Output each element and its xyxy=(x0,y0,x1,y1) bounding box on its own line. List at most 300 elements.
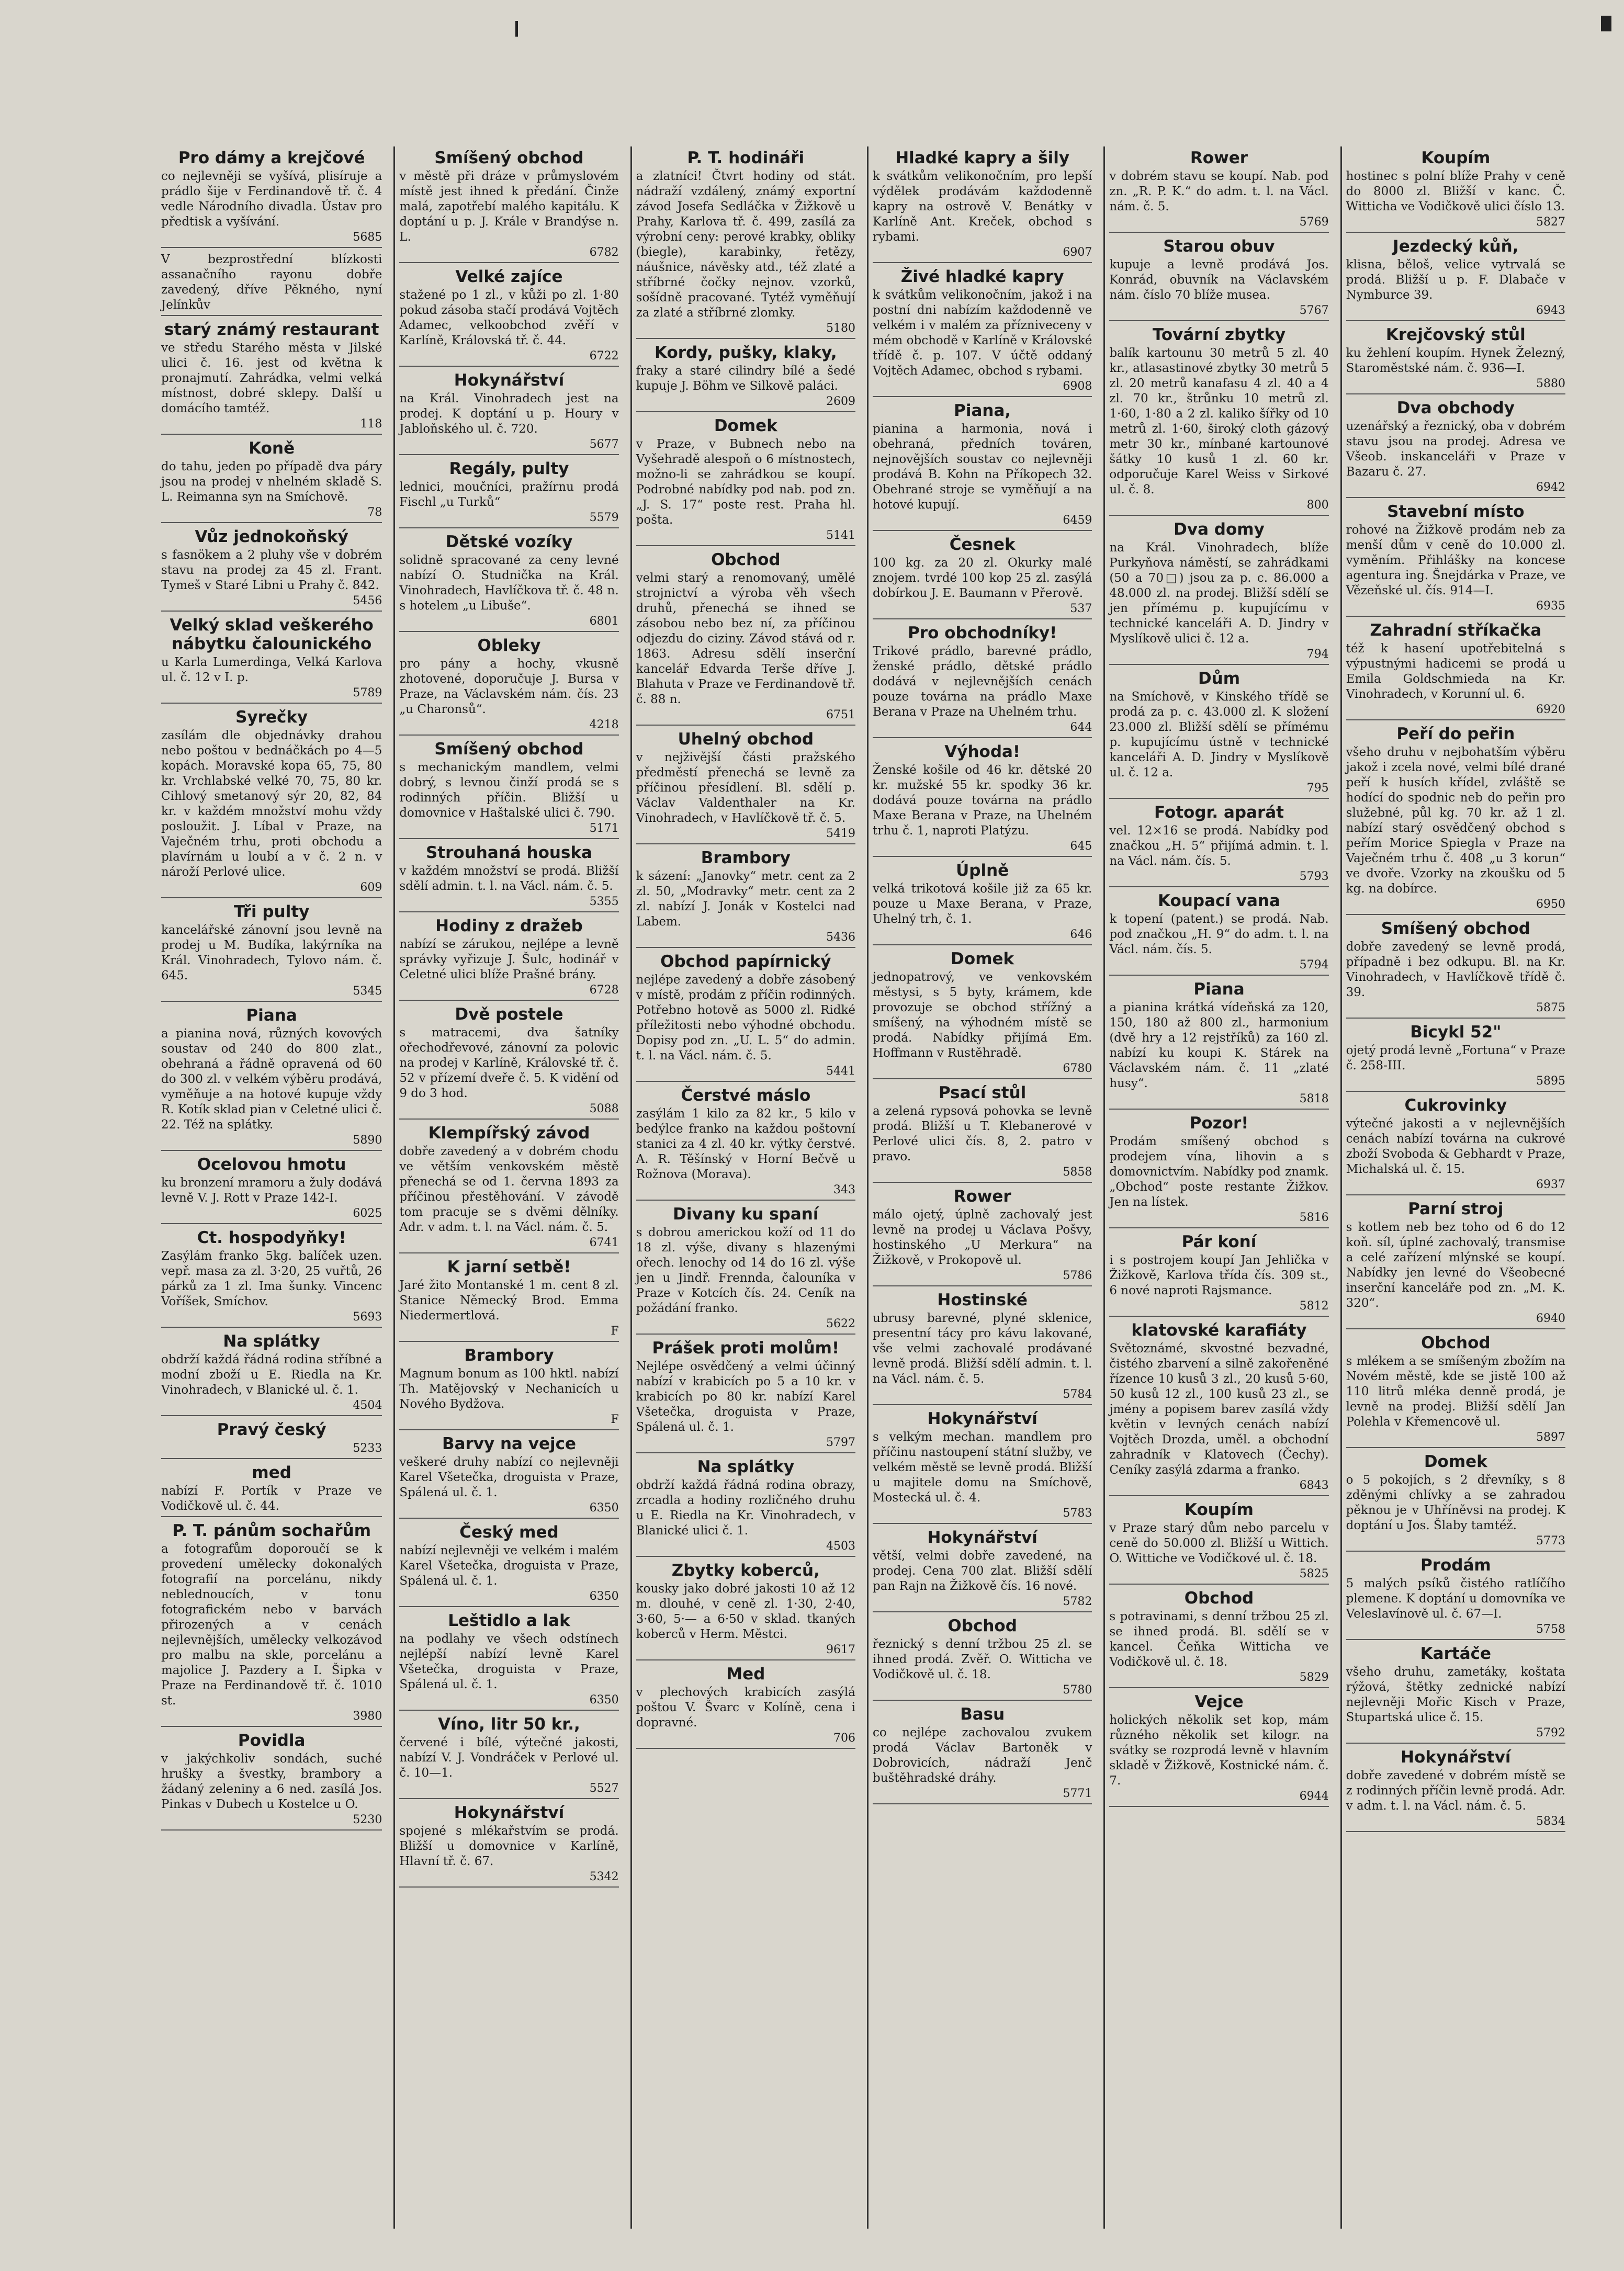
ad-body: velmi starý a renomovaný, umělé strojnictví a výroba věh všech druhů, přenechá se ihned se zásobou nebo bez ní, za příčinou odjezdu do ciziny. Závod stává od r. 1863. Adresu sdělí inserční kancelář Edvarda Terše dříve J. Blahuta v Praze ve Ferdinandově tř. č. 88 n. xyxy=(636,571,855,706)
ad-number: 645 xyxy=(1070,840,1092,853)
classified-ad xyxy=(399,1258,618,1342)
classified-ad xyxy=(399,636,618,736)
ad-body: lednici, moučníci, pražírnu prodá Fischl „u Turků“ xyxy=(399,480,619,509)
ad-title: Koupím xyxy=(1421,149,1491,167)
ad-title: Barvy na vejce xyxy=(442,1434,577,1453)
ad-title: med xyxy=(252,1463,291,1482)
classified-ad xyxy=(636,952,855,1082)
classified-ad xyxy=(161,1006,382,1151)
classified-ad xyxy=(1109,1500,1328,1585)
ad-body: kousky jako dobré jakosti 10 až 12 m. dlouhé, v ceně zl. 1·30, 2·40, 3·60, 5·— a 6·50 v sklad. tkaných koberců v Herm. Městci. xyxy=(636,1582,855,1641)
ad-body: dobře zavedené v dobrém místě se z rodinných příčin levně prodá. Adr. v adm. t. l. na Václ. nám. č. 5. xyxy=(1346,1769,1565,1813)
classified-ad xyxy=(161,616,382,704)
classified-ad xyxy=(636,730,855,844)
ad-body: s matracemi, dva šatníky ořechodřevové, zánovní za polovic na prodej v Karlíně, Královské tř. č. 52 v přízemí dveře č. 5. K vidění od 9 do 3 hod. xyxy=(399,1026,619,1100)
ad-title: Stavební místo xyxy=(1387,502,1525,521)
ad-number: 794 xyxy=(1306,648,1329,661)
ad-number: 6937 xyxy=(1536,1178,1565,1191)
ad-body: s fasnökem a 2 pluhy vše v dobrém stavu na prodej za 45 zl. Frant. Tymeš v Staré Libni u Prahy č. 842. xyxy=(161,548,382,592)
ad-body: stažené po 1 zl., v kůži po zl. 1·80 pokud zásoba stačí prodává Vojtěch Adamec, velkoobchod zvěří v Karlíně, Královská tř. č. 44. xyxy=(399,288,619,347)
classified-ad xyxy=(399,1346,618,1430)
ad-number: 6459 xyxy=(1063,514,1092,527)
ad-number: 646 xyxy=(1070,928,1092,941)
ad-number: 6943 xyxy=(1536,304,1565,317)
classified-ad xyxy=(636,849,855,948)
ad-body: velká trikotová košile již za 65 kr. pouze u Maxe Berana, v Praze, Uhelný trh, č. 1. xyxy=(873,882,1092,926)
ad-number: 5875 xyxy=(1536,1001,1565,1014)
ad-title: Basu xyxy=(960,1705,1005,1724)
classified-ad xyxy=(873,1187,1092,1286)
ad-column xyxy=(867,146,1096,2229)
ad-title: Kartáče xyxy=(1420,1644,1492,1663)
ad-number: 5782 xyxy=(1063,1595,1092,1608)
ad-number: 5825 xyxy=(1299,1567,1329,1580)
ad-body: Ženské košile od 46 kr. dětské 20 kr. mužské 55 kr. spodky 36 kr. dodává pouze továrna na prádlo Maxe Berana v Praze, na Uhelném trhu č. 1, naproti Platýzu. xyxy=(873,763,1092,838)
ad-title: Dům xyxy=(1198,669,1240,688)
ad-title: Domek xyxy=(714,416,777,435)
classified-ad xyxy=(873,950,1092,1079)
ad-title: Hokynářství xyxy=(1401,1748,1511,1767)
ad-title: Čerstvé máslo xyxy=(681,1086,811,1105)
ad-title: Ocelovou hmotu xyxy=(197,1155,346,1174)
ad-body: Nejlépe osvědčený a velmi účinný nabízí v krabicích po 5 a 10 kr. v krabicích po 80 kr. nabízí Karel Všetečka, droguista v Praze, Spálená ul. č. 1. xyxy=(636,1360,855,1434)
ad-title: P. T. pánům sochařům xyxy=(172,1521,371,1540)
ad-body: červené i bílé, výtečné jakosti, nabízí V. J. Vondráček v Perlové ul. č. 10—1. xyxy=(399,1736,619,1780)
ad-body: a fotografům doporoučí se k provedení umělecky dokonalých fotografií na porcelánu, nikdy neblednoucích, v tonu fotografickém nebo v barvách přirozených a v cenách nejlevnějších, umělecky velkozávod pro malbu na skle, porcelánu a majolice J. Pazdery a I. Šipka v Praze na Ferdinandově tř. č. 1010 st. xyxy=(161,1542,382,1708)
ad-body: k sázení: „Janovky“ metr. cent za 2 zl. 50, „Modravky“ metr. cent za 2 zl. nabízí J. Jonák v Kostelci nad Labem. xyxy=(636,869,855,929)
ad-title: Regály, pulty xyxy=(449,459,569,478)
ad-body: Světoznámé, skvostné bezvadné, čistého zbarvení a silně zakořeněné řízence 10 kusů 3 zl., 20 kusů 5·60, 50 kusů 12 zl., 100 kusů 23 zl., se jmény a popisem barev zasílá vždy květin v levných cenách nabízí Vojtěch Drozda, uměl. a obchodní zahradník v Klatovech (Čechy). Ceníky zasýlá zdarma a franko. xyxy=(1109,1342,1329,1477)
ad-title: Piana xyxy=(246,1006,297,1025)
ad-body: na Král. Vinohradech, blíže Purkyňova náměstí, se zahrádkami (50 a 70□) jsou za p. c. 86.000 a 48.000 zl. na prodej. Bližší sdělí se jen přímému p. kupujícímu v technické kanceláři A. D. Jindry v Myslíkově ulici č. 12 a. xyxy=(1109,541,1329,646)
ad-body: výtečné jakosti a v nejlevnějších cenách nabízí továrna na cukrové zboží Svoboda & Gebhardt v Praze, Michalská ul. č. 15. xyxy=(1346,1117,1565,1176)
classified-ad xyxy=(636,416,855,546)
ad-title: Brambory xyxy=(464,1346,554,1365)
classified-ad xyxy=(1346,1023,1565,1092)
ad-body: v jakýchkoliv sondách, suché hrušky a švestky, brambory a žádaný zeleniny a 6 ned. zasílá Jos. Pinkas v Dubech u Kostelce u O. xyxy=(161,1752,382,1811)
classified-ad xyxy=(399,149,618,263)
ad-title: Víno, litr 50 kr., xyxy=(438,1715,580,1734)
edge-mark-right xyxy=(1601,16,1611,31)
classified-ad xyxy=(161,1228,382,1328)
ad-column xyxy=(393,146,623,2229)
ad-title: Hokynářství xyxy=(927,1409,1037,1428)
ad-body: Magnum bonum as 100 hktl. nabízí Th. Matějovský v Nechanicích u Nového Bydžova. xyxy=(399,1367,619,1411)
classified-ad xyxy=(873,861,1092,945)
ad-column xyxy=(157,146,386,2229)
ad-title: Hokynářství xyxy=(454,371,565,390)
ad-number: 5693 xyxy=(353,1310,382,1324)
ad-title: Jezdecký kůň, xyxy=(1393,237,1519,256)
classified-ad xyxy=(1346,1556,1565,1640)
ad-title: Leštidlo a lak xyxy=(448,1611,570,1630)
ad-number: 5456 xyxy=(353,594,382,607)
ad-title: Úplně xyxy=(956,861,1009,880)
classified-ad xyxy=(1346,1452,1565,1552)
ad-title: Prášek proti molům! xyxy=(652,1339,840,1358)
ad-title: Fotogr. aparát xyxy=(1154,803,1284,822)
ad-body: dobře zavedený se levně prodá, případně i bez odkupu. Bl. na Kr. Vinohradech, v Havlíčkově třídě č. 39. xyxy=(1346,940,1565,999)
ad-body: kancelářské zánovní jsou levně na prodej u M. Budíka, lakýrníka na Král. Vinohradech, Tylovo nám. č. 645. xyxy=(161,923,382,982)
ad-title: Koně xyxy=(249,439,295,458)
ad-number: 6843 xyxy=(1299,1479,1329,1492)
ad-title: Syrečky xyxy=(235,708,308,727)
ad-body: v každém množství se prodá. Bližší sdělí admin. t. l. na Václ. nám. č. 5. xyxy=(399,864,619,893)
classified-ad xyxy=(873,267,1092,397)
ad-body: všeho druhu v nejbohatším výběru jakož i zcela nové, velmi bílé drané peří k husích křídel, zvláště se hodící do spodnic neb do peřin pro služebné, půl kg. 70 kr. až 1 zl. nabízí starý osvědčený obchod s peřím Morice Spiegla v Praze na Vaječném trhu č. 408 „u 3 korun“ ve dvoře. Vzorky na zkoušku od 5 kg. na dobírce. xyxy=(1346,745,1565,896)
ad-number: 795 xyxy=(1306,782,1329,795)
ad-number: F xyxy=(611,1413,619,1426)
ad-title: Obchod xyxy=(1184,1589,1254,1608)
ad-number: 6907 xyxy=(1063,246,1092,259)
classified-ad xyxy=(161,149,382,248)
ad-body: a zelená rypsová pohovka se levně prodá. Bližší u T. Klebanerové v Perlové ulici čís. 8, 2. patro v pravo. xyxy=(873,1104,1092,1163)
ad-body: řeznický s denní tržbou 25 zl. se ihned prodá. Zvěř. O. Witticha ve Vodičkově ul. č. 18. xyxy=(873,1637,1092,1681)
ad-number: 5622 xyxy=(826,1317,855,1330)
classified-ad xyxy=(873,1528,1092,1612)
ad-number: 644 xyxy=(1070,721,1092,734)
ad-title: Divany ku spaní xyxy=(673,1205,819,1224)
classified-ad xyxy=(161,1420,382,1459)
classified-ad xyxy=(1109,149,1328,233)
classified-ad xyxy=(1346,1200,1565,1329)
ad-title: Česnek xyxy=(949,535,1016,554)
ad-title: Domek xyxy=(951,950,1014,968)
ad-body: v dobrém stavu se koupí. Nab. pod zn. „R. P. K.“ do adm. t. l. na Václ. nám. č. 5. xyxy=(1109,170,1329,213)
classified-ad xyxy=(873,1705,1092,1804)
ad-title: Velké zajíce xyxy=(455,267,563,286)
ad-number: 6751 xyxy=(826,708,855,721)
ad-body: v městě při dráze v průmyslovém místě jest ihned k předání. Činže malá, zapotřebí malého kapitálu. K doptání u p. J. Krále v Brandýse n. L. xyxy=(399,170,619,244)
ad-title: Domek xyxy=(1424,1452,1487,1471)
ad-number: 5783 xyxy=(1063,1507,1092,1520)
ad-body: obdrží každá řádná rodina stříbné a modní zboží u E. Riedla na Kr. Vinohradech, v Blanické ul. č. 1. xyxy=(161,1353,382,1397)
ad-body: pianina a harmonia, nová i obehraná, předních továren, nejnovějších soustav co nejlevněji prodává B. Kohn na Příkopech 32. Obehrané stroje se vyměňují a na hotové kupují. xyxy=(873,422,1092,512)
ad-title: Hokynářství xyxy=(454,1803,565,1822)
ad-title: Na splátky xyxy=(223,1332,320,1351)
ad-title: Strouhaná houska xyxy=(425,843,592,862)
classified-ad xyxy=(1346,1096,1565,1195)
ad-number: 6780 xyxy=(1063,1062,1092,1075)
classified-ad xyxy=(1346,725,1565,915)
ad-number: 4504 xyxy=(353,1399,382,1412)
ad-number: 4503 xyxy=(826,1540,855,1553)
classified-ad xyxy=(1109,1233,1328,1317)
classified-ad xyxy=(399,1005,618,1120)
ad-title: Rower xyxy=(1190,149,1248,167)
ad-number: 5880 xyxy=(1536,377,1565,390)
ad-body: rohové na Žižkově prodám neb za menší dům v ceně do 10.000 zl. vyměním. Přihlášky na koncese agentura ing. Šnejdárka v Praze, ve Vězeňské ul. čís. 914—I. xyxy=(1346,523,1565,597)
ad-body: fraky a staré cilindry bílé a šedé kupuje J. Böhm ve Silkově paláci. xyxy=(636,364,855,393)
classified-ad xyxy=(161,902,382,1002)
ad-number: 5342 xyxy=(589,1870,619,1883)
ad-number: 5685 xyxy=(353,231,382,244)
ad-title: Brambory xyxy=(701,849,791,867)
ad-title: Živé hladké kapry xyxy=(900,267,1064,286)
ad-number: 6722 xyxy=(589,349,619,363)
classified-ad xyxy=(636,1457,855,1557)
classified-ad xyxy=(1346,237,1565,321)
classified-ad xyxy=(1346,149,1565,233)
ad-body: 5 malých psíků čistého ratlíčího plemene. K doptání u domovníka ve Veleslavínově ul. č. 67—I. xyxy=(1346,1577,1565,1621)
classified-ad xyxy=(873,1291,1092,1405)
ad-number: 118 xyxy=(360,417,382,431)
ad-title: Cukrovinky xyxy=(1404,1096,1507,1115)
ad-body: s velkým mechan. mandlem pro příčinu nastoupení státní služby, ve velkém městě se levně prodá. Bližší u majitele domu na Smíchově, Mostecká ul. č. 4. xyxy=(873,1430,1092,1505)
classified-ad xyxy=(636,550,855,726)
edge-mark-top xyxy=(515,21,518,37)
ad-number: F xyxy=(611,1325,619,1338)
ad-title: Ct. hospodyňky! xyxy=(197,1228,346,1247)
ad-number: 3980 xyxy=(353,1710,382,1723)
ad-number: 4218 xyxy=(589,718,619,731)
ad-title: Na splátky xyxy=(697,1457,795,1476)
ad-body: o 5 pokojích, s 2 dřevníky, s 8 zděnými chlívky a se zahradou pěknou je v Uhříněvsi na prodej. K doptání u Jos. Šlaby tamtéž. xyxy=(1346,1473,1565,1532)
ad-title: Prodám xyxy=(1420,1556,1491,1575)
ad-title: Kordy, pušky, klaky, xyxy=(654,343,837,362)
ad-number: 609 xyxy=(360,881,382,894)
ad-number: 5895 xyxy=(1536,1075,1565,1088)
ad-number: 5829 xyxy=(1299,1671,1329,1684)
classified-ad xyxy=(1346,399,1565,498)
ad-number: 5419 xyxy=(826,827,855,840)
ad-body: zasýlám 1 kilo za 82 kr., 5 kilo v bedýlce franko na každou poštovní stanici za 4 zl. 40 kr. výtky čerstvé. A. R. Těšínský v Horní Bečvě u Rožnova (Morava). xyxy=(636,1107,855,1181)
ad-body: na Král. Vinohradech jest na prodej. K doptání u p. Houry v Jabloňského ul. č. 720. xyxy=(399,392,619,436)
ad-number: 6728 xyxy=(589,984,619,997)
ad-number: 6741 xyxy=(589,1236,619,1249)
ad-number: 5345 xyxy=(353,985,382,998)
classified-ad xyxy=(873,149,1092,263)
ad-title: Obleky xyxy=(477,636,541,655)
ad-number: 6782 xyxy=(589,246,619,259)
ad-title: Piana xyxy=(1193,980,1245,999)
ad-body: k topení (patent.) se prodá. Nab. pod značkou „H. 9“ do adm. t. l. na Václ. nám. čís. 5. xyxy=(1109,912,1329,956)
ad-body: s potravinami, s denní tržbou 25 zl. se ihned prodá. Bl. sdělí se v kancel. Čeňka Witticha ve Vodičkově ul. č. 18. xyxy=(1109,1610,1329,1669)
classified-ad xyxy=(1109,669,1328,799)
ad-number: 5794 xyxy=(1299,958,1329,971)
ad-number: 5793 xyxy=(1299,870,1329,883)
ad-number: 6935 xyxy=(1536,600,1565,613)
ad-body: nabízí se zárukou, nejlépe a levně správky vyřizuje J. Šulc, hodinář v Celetné ulici blíže Prašné brány. xyxy=(399,937,619,981)
classified-ad xyxy=(399,459,618,528)
classified-ad xyxy=(161,252,382,316)
ad-title: Obchod xyxy=(711,550,781,569)
ad-body: obdrží každá řádná rodina obrazy, zrcadla a hodiny rozličného druhu u E. Riedla na Kr. Vinohradech, v Blanické ulici č. 1. xyxy=(636,1478,855,1538)
ad-number: 6950 xyxy=(1536,898,1565,911)
ad-title: Obchod papírnický xyxy=(660,952,831,971)
ad-title: Smíšený obchod xyxy=(434,740,584,759)
classified-ad xyxy=(873,1083,1092,1183)
ad-body: a pianina nová, různých kovových soustav od 240 do 800 zlat., obehraná a řádně opravená od 60 do 300 zl. v velkém výběru prodává, vyměňuje a na hotové kupuje vždy R. Kotík sklad pian v Celetné ulici č. 22. Též na splátky. xyxy=(161,1027,382,1132)
ad-number: 78 xyxy=(367,506,382,519)
ad-number: 5784 xyxy=(1063,1388,1092,1401)
classified-ad xyxy=(636,149,855,339)
ad-body: co nejlevněji se vyšívá, plisíruje a prádlo šije v Ferdinandově tř. č. 4 vedle Národního divadla. Ústav pro předtisk a vyšívání. xyxy=(161,170,382,229)
classified-ad xyxy=(873,624,1092,738)
classified-ad xyxy=(1109,325,1328,516)
ad-number: 6942 xyxy=(1536,481,1565,494)
ad-column xyxy=(1103,146,1333,2229)
ad-title: Starou obuv xyxy=(1163,237,1275,256)
ad-title: Piana, xyxy=(954,401,1011,420)
ad-body: dobře zavedený a v dobrém chodu ve větším venkovském městě přenechá se od 1. června 1893 za příčinou přestěhování. V závodě tom pracuje se s dvěmi dělníky. Adr. v adm. t. l. na Václ. nám. č. 5. xyxy=(399,1145,619,1234)
ad-number: 5797 xyxy=(826,1436,855,1449)
ad-number: 5792 xyxy=(1536,1726,1565,1739)
ad-title: P. T. hodináři xyxy=(687,149,805,167)
ad-body: hostinec s polní blíže Prahy v ceně do 8000 zl. Bližší v kanc. Č. Witticha ve Vodičkově ulici číslo 13. xyxy=(1346,170,1565,213)
ad-title: Obchod xyxy=(948,1617,1017,1635)
ad-number: 5767 xyxy=(1299,304,1329,317)
ad-body: klisna, běloš, velice vytrvalá se prodá. Bližší u p. F. Dlabače v Nymburce 39. xyxy=(1346,258,1565,302)
classified-ad xyxy=(161,320,382,435)
ad-number: 6908 xyxy=(1063,380,1092,393)
ad-title: Výhoda! xyxy=(944,742,1021,761)
ad-title: Pravý český xyxy=(217,1420,326,1439)
ad-title: Dva obchody xyxy=(1396,399,1515,417)
ad-body: ve středu Starého města v Jilské ulici č. 16. jest od května k pronajmutí. Zahrádka, velmi velká místnost, dobré sklepy. Další u domácího tamtéž. xyxy=(161,341,382,415)
ad-number: 6920 xyxy=(1536,703,1565,716)
classified-ad xyxy=(1346,502,1565,617)
ad-number: 5789 xyxy=(353,686,382,699)
ad-body: Trikové prádlo, barevné prádlo, ženské prádlo, dětské prádlo dodává v nejlevnějších cenách pouze továrna na prádlo Maxe Berana v Praze na Uhelném trhu. xyxy=(873,645,1092,719)
ad-body: s mlékem a se smíšeným zbožím na Novém městě, kde se jistě 100 až 110 litrů mléka denně prodá, je levně na prodej. Bližší sdělí Jan Polehla v Křemencově ul. xyxy=(1346,1354,1565,1429)
classified-ad xyxy=(1109,1692,1328,1807)
ad-title: Zbytky koberců, xyxy=(671,1561,820,1580)
ad-number: 5890 xyxy=(353,1134,382,1147)
ad-body: ojetý prodá levně „Fortuna“ v Praze č. 258-III. xyxy=(1346,1044,1565,1072)
ad-body: zasílám dle objednávky drahou nebo poštou v bednáčkách po 4—5 kopách. Moravské kopa 65, 75, 80 kr. Vrchlabské velké 70, 75, 80 kr. Cihlový smetanový sýr 20, 82, 84 kr. v každém množství mohu vždy posloužit. J. Líbal v Praze, na Vaječném trhu, proti obchodu a plavírnám u loubí a v č. 2 n. v nároží Perlové ulice. xyxy=(161,729,382,879)
classified-ad xyxy=(1346,919,1565,1019)
ad-title: Zahradní stříkačka xyxy=(1370,621,1542,640)
classified-ad xyxy=(161,1155,382,1224)
ad-body: s dobrou americkou koží od 11 do 18 zl. výše, divany s hlazenými ořech. lenochy od 14 do 16 zl. výše jen u Jindř. Frennda, čalouníka v Praze v Kotcích čís. 24. Ceník na požádání franko. xyxy=(636,1226,855,1315)
ad-title: Pozor! xyxy=(1189,1114,1249,1133)
ad-body: s mechanickým mandlem, velmi dobrý, s levnou činží prodá se s rodinných příčin. Bližší u domovnice v Haštalské ulici č. 790. xyxy=(399,761,619,820)
classified-ad xyxy=(1109,1589,1328,1688)
classified-ad xyxy=(1109,1321,1328,1496)
ad-title: klatovské karafiáty xyxy=(1131,1321,1307,1340)
ad-body: v plechových krabicích zasýlá poštou V. Švarc v Kolíně, cena i dopravné. xyxy=(636,1686,855,1730)
ad-body: kupuje a levně prodává Jos. Konrád, obuvník na Václavském nám. číslo 70 blíže musea. xyxy=(1109,258,1329,302)
ad-body: v Praze, v Bubnech nebo na Vyšehradě alespoň o 6 místnostech, možno-li se zahrádkou se koupí. Podrobné nabídky pod nab. pod zn. „J. S. 17“ poste rest. Praha hl. pošta. xyxy=(636,437,855,527)
classified-ad xyxy=(873,401,1092,531)
ad-number: 5812 xyxy=(1299,1300,1329,1313)
classified-ads-grid xyxy=(157,146,1570,2229)
ad-body: vel. 12×16 se prodá. Nabídky pod značkou „H. 5“ přijímá admin. t. l. na Václ. nám. čís. 5. xyxy=(1109,824,1329,868)
ad-title: Obchod xyxy=(1421,1334,1491,1352)
ad-body: nejlépe zavedený a dobře zásobený v místě, prodám z příčin rodinných. Potřebno hotově as 5000 zl. Ridké příležitosti nebo výhodné obchodu. Dopisy pod zn. „U. L. 5“ do admin. t. l. na Václ. nám. č. 5. xyxy=(636,973,855,1063)
ad-number: 5527 xyxy=(589,1782,619,1795)
ad-body: Prodám smíšený obchod s prodejem vína, lihovin a s domovnictvím. Nabídky pod znamk. „Obchod“ poste restante Žižkov. Jen na lístek. xyxy=(1109,1135,1329,1209)
ad-number: 6944 xyxy=(1299,1790,1329,1803)
ad-number: 5816 xyxy=(1299,1211,1329,1224)
classified-ad xyxy=(161,1332,382,1416)
ad-number: 5858 xyxy=(1063,1166,1092,1179)
classified-ad xyxy=(1109,980,1328,1110)
classified-ad xyxy=(636,1086,855,1201)
ad-number: 6940 xyxy=(1536,1312,1565,1325)
ad-body: též k hasení upotřebitelná s výpustnými hadicemi se prodá u Emila Goldschmieda na Kr. Vinohradech, v Korunní ul. 6. xyxy=(1346,642,1565,701)
ad-body: 100 kg. za 20 zl. Okurky malé znojem. tvrdé 100 kop 25 zl. zasýlá dobírkou J. E. Baumann v Přerově. xyxy=(873,556,1092,600)
classified-ad xyxy=(399,533,618,632)
ad-number: 6350 xyxy=(589,1501,619,1515)
ad-title: Povidla xyxy=(238,1731,306,1750)
classified-ad xyxy=(636,1205,855,1335)
ad-title: Vůz jednokoňský xyxy=(195,527,348,546)
ad-title: Vejce xyxy=(1194,1692,1244,1711)
ad-number: 5677 xyxy=(589,438,619,451)
classified-ad xyxy=(161,708,382,898)
ad-column xyxy=(1340,146,1570,2229)
ad-title: Pár koní xyxy=(1181,1233,1257,1251)
ad-body: na Smíchově, v Kinského třídě se prodá za p. c. 43.000 zl. K složení 23.000 zl. Bližší sdělí se přímému p. kupujícímu ústně v technické kanceláři A. D. Jindry v Myslíkově ul. č. 12 a. xyxy=(1109,690,1329,779)
ad-title: Klempířský závod xyxy=(428,1124,590,1143)
classified-ad xyxy=(1346,1644,1565,1744)
ad-title: Dětské vozíky xyxy=(445,533,573,551)
classified-ad xyxy=(161,439,382,523)
ad-title: Pro obchodníky! xyxy=(908,624,1057,642)
classified-ad xyxy=(399,1124,618,1253)
ad-title: Dvě postele xyxy=(455,1005,563,1024)
ad-body: holických několik set kop, mám různého několik set kilogr. na svátky se rozprodá levně v hlavním skladě v Žižkově, Kostnické nám. č. 7. xyxy=(1109,1713,1329,1788)
classified-ad xyxy=(636,1339,855,1453)
ad-body: nabízí F. Portík v Praze ve Vodičkově ul. č. 44. xyxy=(161,1484,382,1513)
ad-body: a pianina krátká vídeňská za 120, 150, 180 až 800 zl., harmonium (dvě hry a 12 rejstříků) za 160 zl. nabízí ku koupi K. Stárek na Václavském nám. č. 11 „zlaté husy“. xyxy=(1109,1001,1329,1090)
ad-number: 537 xyxy=(1070,602,1092,615)
classified-ad xyxy=(399,843,618,912)
ad-number: 5786 xyxy=(1063,1269,1092,1282)
classified-ad xyxy=(399,1434,618,1519)
ad-body: s kotlem neb bez toho od 6 do 12 koň. síl, úplné zachovalý, transmise a celé zařízení mlýnské se koupí. Nabídky jen levné do Všeobecné inserční kanceláře pod zn. „M. K. 320“. xyxy=(1346,1221,1565,1310)
classified-ad xyxy=(1109,803,1328,887)
classified-ad xyxy=(399,740,618,839)
classified-ad xyxy=(161,1463,382,1517)
classified-ad xyxy=(1346,1748,1565,1832)
ad-title: Český med xyxy=(459,1523,559,1542)
ad-number: 2609 xyxy=(826,395,855,408)
ad-number: 5436 xyxy=(826,931,855,944)
ad-number: 5230 xyxy=(353,1813,382,1826)
ad-body: solidně spracované za ceny levné nabízí O. Studnička na Král. Vinohradech, Havlíčkova tř. č. 48 n. s hotelem „u Libuše“. xyxy=(399,553,619,613)
ad-title: K jarní setbě! xyxy=(447,1258,571,1276)
ad-body: ku žehlení koupím. Hynek Železný, Staroměstské nám. č. 936—I. xyxy=(1346,346,1565,375)
classified-ad xyxy=(1109,1114,1328,1228)
ad-number: 5233 xyxy=(353,1442,382,1455)
ad-body: k svátkům velikonočním, pro lepší výdělek prodávám každodenně kapry na ostrově V. Benátky v Karlíně Ant. Kreček, obchod s rybami. xyxy=(873,170,1092,244)
ad-number: 5088 xyxy=(589,1102,619,1115)
ad-number: 5579 xyxy=(589,511,619,524)
classified-ad xyxy=(399,1611,618,1711)
classified-ad xyxy=(873,1409,1092,1524)
ad-number: 5355 xyxy=(589,895,619,908)
ad-body: veškeré druhy nabízí co nejlevněji Karel Všetečka, droguista v Praze, Spálená ul. č. 1. xyxy=(399,1455,619,1499)
classified-ad xyxy=(873,742,1092,857)
classified-ad xyxy=(161,1521,382,1727)
classified-ad xyxy=(873,1617,1092,1701)
ad-body: Zasýlám franko 5kg. balíček uzen. vepř. masa za zl. 3·20, 25 vuřtů, 26 párků za 1 zl. Ima šunky. Vincenc Voříšek, Smíchov. xyxy=(161,1249,382,1308)
ad-title: Parní stroj xyxy=(1408,1200,1504,1218)
ad-title: Smíšený obchod xyxy=(434,149,584,167)
classified-ad xyxy=(1346,325,1565,394)
ad-body: jednopatrový, ve venkovském městysi, s 5 byty, krámem, kde provozuje se obchod střížný a smíšený, na výhodném místě se prodá. Nabídky přijímá Em. Hoffmann v Rustěhradě. xyxy=(873,970,1092,1060)
ad-body: i s postrojem koupí Jan Jehlička v Žižkově, Karlova třída čís. 309 st., 6 nové naproti Rajsmance. xyxy=(1109,1253,1329,1297)
ad-number: 5180 xyxy=(826,322,855,335)
ad-body: všeho druhu, zametáky, koštata rýžová, štětky zednické nabízí nejlevněji Mořic Kisch v Praze, Stupartská ulice č. 15. xyxy=(1346,1665,1565,1724)
classified-ad xyxy=(636,1665,855,1749)
ad-title: Smíšený obchod xyxy=(1381,919,1530,938)
ad-body: v Praze starý dům nebo parcelu v ceně do 50.000 zl. Bližší u Wittich. O. Wittiche ve Vodičkové ul. č. 18. xyxy=(1109,1521,1329,1565)
ad-title: Velký sklad veškerého nábytku čalounického xyxy=(170,616,374,653)
